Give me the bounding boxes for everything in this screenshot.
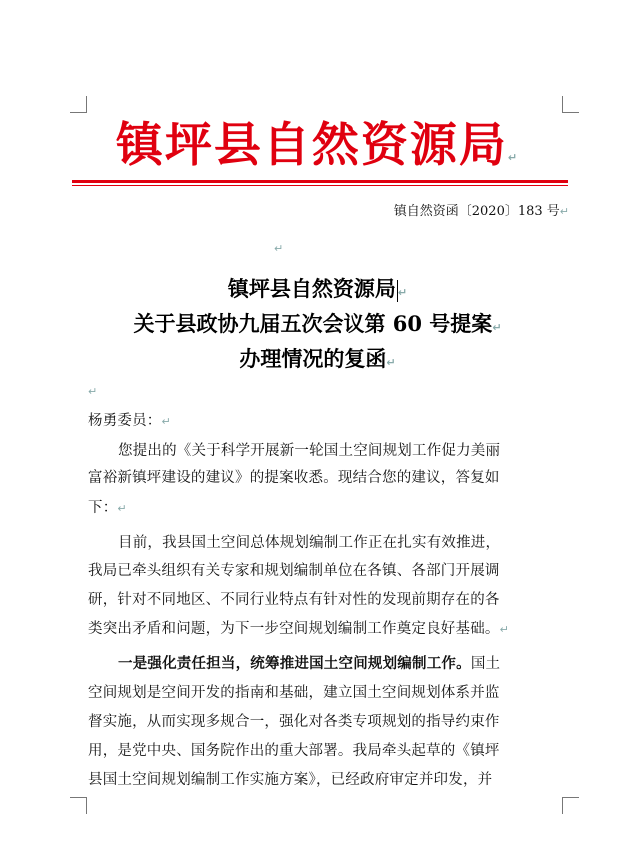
red-header-rule <box>72 180 568 183</box>
document-number: 镇自然资函〔2020〕183 号↵ <box>393 204 569 219</box>
paragraph-2-line-3: 研，针对不同地区、不同行业特点有针对性的发现前期存在的各 <box>88 592 500 608</box>
empty-paragraph <box>274 237 283 260</box>
margin-corner-top-right <box>562 96 579 113</box>
paragraph-1-line-3: 下：↵ <box>88 500 127 516</box>
paragraph-2-line-1: 目前，我县国土空间总体规划编制工作正在扎实有效推进， <box>118 535 501 551</box>
margin-corner-top-left <box>70 96 87 113</box>
paragraph-2-line-2: 我局已牵头组织有关专家和规划编制单位在各镇、各部门开展调 <box>88 563 500 579</box>
paragraph-3-line-2: 空间规划是空间开发的指南和基础，建立国土空间规划体系并监 <box>88 685 500 701</box>
paragraph-3-line-3: 督实施，从而实现多规合一，强化对各类专项规划的指导约束作 <box>88 714 500 730</box>
empty-paragraph: ↵ <box>88 385 98 398</box>
paragraph-3-line-5: 县国土空间规划编制工作实施方案》，已经政府审定并印发，并 <box>88 772 493 788</box>
title-line-2: 关于县政协九届五次会议第 60 号提案↵ <box>133 311 502 336</box>
paragraph-2-line-4: 类突出矛盾和问题，为下一步空间规划编制工作奠定良好基础。↵ <box>88 621 510 637</box>
red-header-title: 镇坪县自然资源局↵ <box>115 118 520 173</box>
paragraph-3-line-1: 一是强化责任担当，统筹推进国土空间规划编制工作。国土 <box>118 655 501 672</box>
paragraph-1-line-1: 您提出的《关于科学开展新一轮国土空间规划工作促力美丽 <box>118 443 501 459</box>
paragraph-mark-icon: ↵ <box>507 151 520 164</box>
paragraph-1-line-2: 富裕新镇坪建设的建议》的提案收悉。现结合您的建议，答复如 <box>88 470 500 486</box>
paragraph-mark-icon: ↵ <box>274 242 284 255</box>
title-line-3: 办理情况的复函↵ <box>239 346 396 371</box>
red-header-rule-thin <box>72 185 568 186</box>
title-line-1: 镇坪县自然资源局 ↵ <box>227 276 408 301</box>
margin-corner-bottom-left <box>70 797 87 814</box>
margin-corner-bottom-right <box>562 797 579 814</box>
salutation: 杨勇委员：↵ <box>88 413 171 429</box>
paragraph-3-line-4: 用，是党中央、国务院作出的重大部署。我局牵头起草的《镇坪 <box>88 743 500 759</box>
